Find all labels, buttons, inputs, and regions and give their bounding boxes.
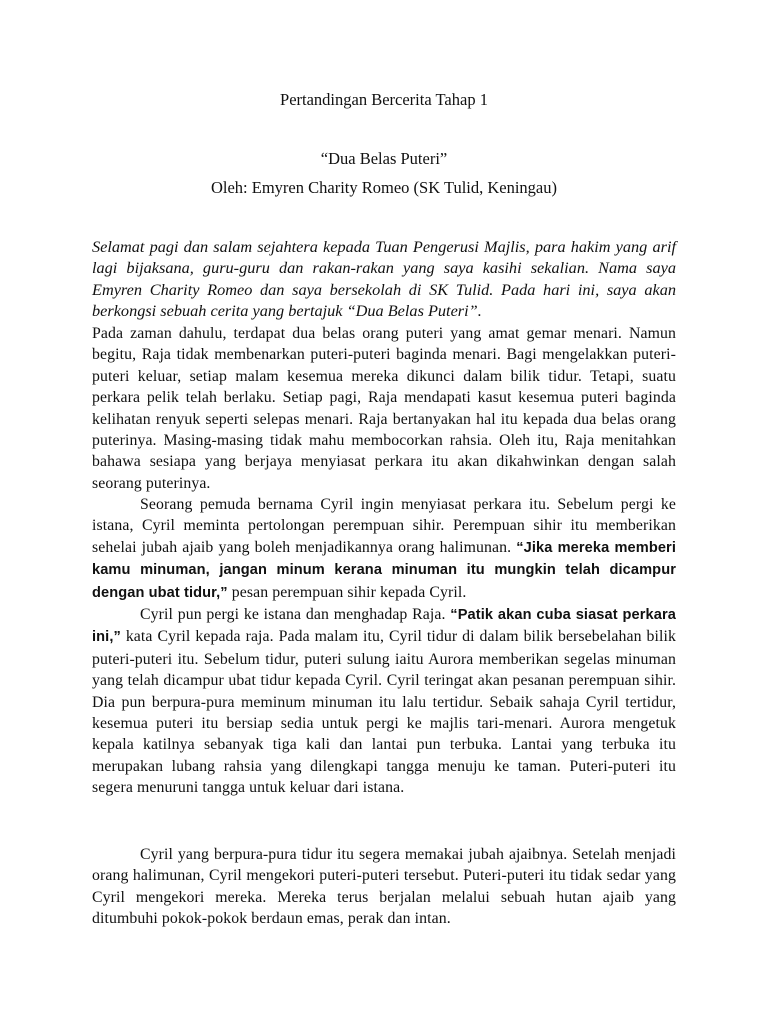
- document-heading: Pertandingan Bercerita Tahap 1: [280, 90, 488, 109]
- paragraph-4: Cyril yang berpura-pura tidur itu segera memakai jubah ajaibnya. Setelah menjadi orang halimunan, Cyril mengekori puteri-puteri tersebut. Puteri-puteri itu tidak sedar yang Cyril mengekori mereka. Mereka terus berjalan melalui sebuah hutan ajaib yang ditumbuhi pokok-pokok berdaun emas, perak dan intan.: [92, 846, 676, 928]
- paragraph-3-text: Cyril pun pergi ke istana dan menghadap Raja.: [140, 606, 446, 623]
- paragraph-2-text: Seorang pemuda bernama Cyril ingin menyiasat perkara itu. Sebelum pergi ke istana, Cyril meminta pertolongan perempuan sihir. Perempuan sihir itu memberikan sehelai jubah ajaib yang boleh menjadikannya orang halimunan.: [92, 496, 676, 556]
- author-line: Oleh: Emyren Charity Romeo (SK Tulid, Keningau): [210, 178, 558, 197]
- paragraph-2-quote: “Jika mereka memberi kamu minuman, jangan minum kerana minuman itu mungkin telah dicampur dengan ubat tidur,”: [92, 539, 676, 601]
- paragraph-1: Pada zaman dahulu, terdapat dua belas orang puteri yang amat gemar menari. Namun begitu, Raja tidak membenarkan puteri-puteri baginda menari. Bagi mengelakkan puteri-puteri keluar, setiap malam kesemua mereka dikunci dalam bilik tidur. Tetapi, suatu perkara pelik telah berlaku. Setiap pagi, Raja mendapati kasut kesemua puteri baginda kelihatan renyuk seperti selepas menari. Raja bertanyakan hal itu kepada dua belas orang puterinya. Masing-masing tidak mahu membocorkan rahsia. Oleh itu, Raja menitahkan bahawa sesiapa yang berjaya menyiasat perkara itu akan dikahwinkan dengan salah seorang puterinya.: [92, 325, 676, 492]
- paragraph-2: [92, 494, 676, 604]
- paragraph-3: [92, 604, 676, 799]
- paragraph-3-tail: kata Cyril kepada raja. Pada malam itu, Cyril tidur di dalam bilik bersebelahan bilik puteri-puteri itu. Sebelum tidur, puteri sulung iaitu Aurora memberikan segelas minuman yang telah dicampur ubat tidur kepada Cyril. Cyril teringat akan pesanan perempuan sihir. Dia pun berpura-pura meminum minuman itu lalu tertidur. Sebaik sahaja Cyril tertidur, kesemua puteri itu bersiap sedia untuk pergi ke majlis tari-menari. Aurora mengetuk kepala katilnya sebanyak tiga kali dan lantai pun terbuka. Lantai yang terbuka itu merupakan lubang rahsia yang dilengkapi tangga menuju ke taman. Puteri-puteri itu segera menuruni tangga untuk keluar dari istana.: [92, 628, 676, 797]
- intro-paragraph: Selamat pagi dan salam sejahtera kepada Tuan Pengerusi Majlis, para hakim yang arif lagi bijaksana, guru-guru dan rakan-rakan yang saya kasihi sekalian. Nama saya Emyren Charity Romeo dan saya bersekolah di SK Tulid. Pada hari ini, saya akan berkongsi sebuah cerita yang bertajuk “Dua Belas Puteri”.: [92, 237, 676, 321]
- story-title: “Dua Belas Puteri”: [320, 149, 448, 168]
- paragraph-2-tail: pesan perempuan sihir kepada Cyril.: [231, 583, 467, 601]
- paragraph-3-quote: “Patik akan cuba siasat perkara ini,”: [92, 607, 676, 646]
